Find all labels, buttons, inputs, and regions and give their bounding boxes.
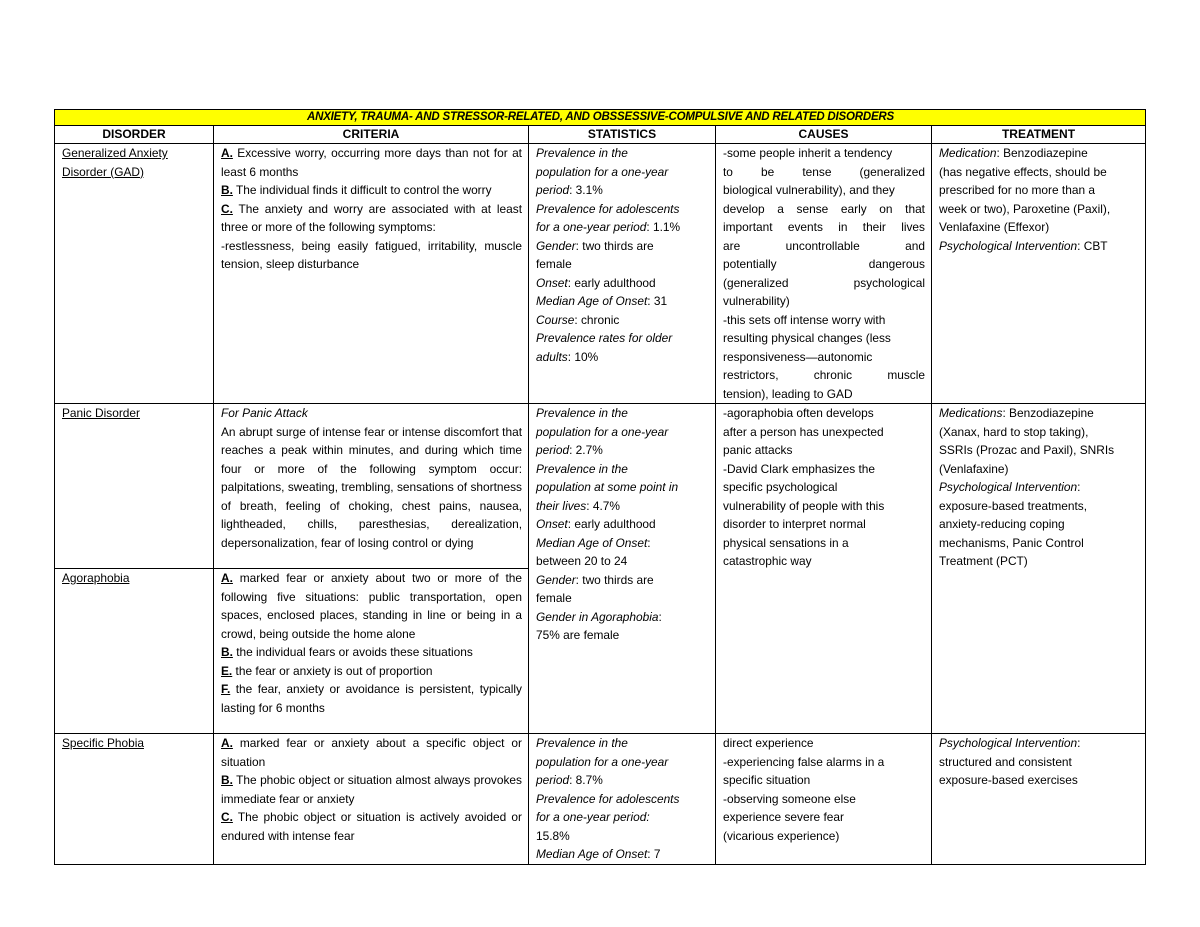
causes-cell <box>716 144 932 404</box>
text-line: anxiety-reducing coping <box>939 517 1065 531</box>
text-line: week or two), Paroxetine (Paxil), <box>939 201 1111 216</box>
text-line: : <box>647 535 651 550</box>
text-line: vulnerability) <box>723 294 790 308</box>
criterion-b <box>221 643 522 662</box>
text-line: female <box>536 591 572 605</box>
italic-text: Prevalence for adolescents <box>536 791 680 806</box>
text-line: B. <box>221 183 233 197</box>
italic-text: their lives <box>536 498 587 513</box>
criterion-b <box>221 771 522 808</box>
text-line: experience severe fear <box>723 810 844 824</box>
text-line: : 31 <box>647 294 668 308</box>
criterion-f <box>221 680 522 717</box>
text-line: the individual fears or avoids these situations <box>232 645 473 659</box>
text-line: A. <box>221 736 233 750</box>
italic-text: adults <box>536 349 568 364</box>
statistics-cell <box>529 734 716 865</box>
italic-text: population for a one-year <box>536 164 669 179</box>
text-line: -this sets off intense worry with <box>723 312 886 327</box>
text-line: (Venlafaxine) <box>939 461 1009 476</box>
text-line: A. <box>221 146 233 160</box>
text-line: The phobic object or situation almost always provokes immediate fear or anxiety <box>221 773 522 806</box>
text-line: : 10% <box>567 349 599 364</box>
criterion-b <box>221 181 522 200</box>
italic-text: Gender in Agoraphobia <box>536 609 659 624</box>
text-line: restrictors, chronic muscle <box>723 368 925 382</box>
italic-text: Gender <box>536 238 576 253</box>
criterion-label <box>221 773 233 787</box>
text-line: : <box>1077 480 1081 494</box>
text-line: to be tense (generalized <box>723 164 925 179</box>
criterion-a <box>221 569 522 643</box>
italic-text: Psychological Intervention <box>939 480 1078 494</box>
text-line: (vicarious experience) <box>723 828 840 843</box>
treatment-cell <box>932 734 1146 865</box>
italic-text: Medications <box>939 406 1003 420</box>
text-line: F. <box>221 682 231 696</box>
disorder-name: Specific Phobia <box>62 736 144 750</box>
text-line: exposure-based treatments, <box>939 498 1088 513</box>
italic-text: population for a one-year <box>536 424 669 439</box>
text-line: physical sensations in a <box>723 535 849 550</box>
text-line: resulting physical changes (less <box>723 331 891 345</box>
criterion-c <box>221 808 522 845</box>
text-line: B. <box>221 645 233 659</box>
text-line: SSRIs (Prozac and Paxil), SNRIs <box>939 443 1115 457</box>
criterion-label <box>221 183 233 197</box>
header-row <box>55 126 1146 144</box>
text-line: The individual finds it difficult to control the worry <box>232 183 492 197</box>
text-line: the fear, anxiety or avoidance is persistent, typically lasting for 6 months <box>221 682 522 715</box>
text-line: : 1.1% <box>646 220 681 234</box>
text-line: : <box>658 609 662 624</box>
italic-text: Psychological Intervention <box>939 736 1078 750</box>
text-line: biological vulnerability), and they <box>723 183 895 197</box>
text-line: marked fear or anxiety about two or more of the following five situations: public transportation, open spaces, enclosed places, standing in line or being in a crowd, being outside the home alone <box>221 571 522 641</box>
text-line: develop a sense early on that <box>723 201 925 216</box>
table-row-panic <box>55 404 1146 569</box>
text-line: : early adulthood <box>567 275 656 290</box>
text-line: 15.8% <box>536 828 570 843</box>
criterion-label <box>221 645 233 659</box>
text-line: (has negative effects, should be <box>939 164 1107 179</box>
text-line: : early adulthood <box>567 517 656 531</box>
disorder-name: Disorder (GAD) <box>62 164 144 179</box>
italic-text: for a one-year period: <box>536 810 650 824</box>
table-row-specific-phobia <box>55 734 1146 865</box>
statistics-cell <box>529 404 716 734</box>
text-line: panic attacks <box>723 443 793 457</box>
italic-text: for a one-year period <box>536 220 647 234</box>
symptom-list: -restlessness, being easily fatigued, irritability, muscle tension, sleep disturbance <box>221 238 522 271</box>
italic-text: Psychological Intervention <box>939 238 1078 253</box>
text-line: direct experience <box>723 736 814 750</box>
text-line: catastrophic way <box>723 554 812 568</box>
text-line: are uncontrollable and <box>723 238 925 253</box>
text-line: potentially dangerous <box>723 257 925 271</box>
text-line: : 2.7% <box>569 443 603 457</box>
italic-text: period <box>536 443 570 457</box>
treatment-cell <box>932 404 1146 734</box>
criterion-label <box>221 810 233 824</box>
text-line: -experiencing false alarms in a <box>723 754 885 769</box>
text-line: : CBT <box>1077 238 1108 253</box>
text-line: : Benzodiazepine <box>996 146 1088 160</box>
text-line: specific situation <box>723 773 811 787</box>
table-row-gad <box>55 144 1146 404</box>
criteria-text: An abrupt surge of intense fear or intense discomfort that reaches a peak within minutes, and during which time four or more of the following symptom occur: palpitations, sweating, trembling, sensations of shortness of breath, feeling of choking, chest pains, nausea, lightheaded, chills, paresthesias, derealization, depersonalization, fear of losing control or dying <box>221 424 522 550</box>
text-line: Excessive worry, occurring more days than not for at least 6 months <box>221 146 522 179</box>
statistics-cell <box>529 144 716 404</box>
criterion-e <box>221 662 522 681</box>
disorder-cell <box>55 734 214 865</box>
header-treatment: TREATMENT <box>932 126 1146 144</box>
text-line: : 7 <box>647 847 661 861</box>
text-line: marked fear or anxiety about a specific object or situation <box>221 736 522 769</box>
text-line: -observing someone else <box>723 791 856 806</box>
text-line: The phobic object or situation is actively avoided or endured with intense fear <box>221 810 522 843</box>
criterion-label <box>221 202 233 216</box>
italic-text: Median Age of Onset <box>536 535 648 550</box>
italic-text: Prevalence in the <box>536 461 628 476</box>
text-line: 75% are female <box>536 628 620 642</box>
criterion-label <box>221 682 230 696</box>
italic-text: Prevalence in the <box>536 736 628 750</box>
text-line: specific psychological <box>723 480 838 494</box>
italic-text: period <box>536 773 570 787</box>
disorder-name: Panic Disorder <box>62 406 140 420</box>
disorder-cell <box>55 404 214 569</box>
criteria-cell <box>214 144 529 404</box>
disorder-cell <box>55 569 214 734</box>
italic-text: Gender <box>536 572 576 587</box>
italic-text: Median Age of Onset <box>536 294 648 308</box>
italic-text: Prevalence for adolescents <box>536 201 680 216</box>
criteria-heading: For Panic Attack <box>221 406 308 420</box>
text-line: between 20 to 24 <box>536 554 628 568</box>
text-line: prescribed for no more than a <box>939 183 1095 197</box>
criterion-label <box>221 736 233 750</box>
criteria-cell <box>214 404 529 569</box>
italic-text: Medication <box>939 146 997 160</box>
criterion-a <box>221 734 522 771</box>
italic-text: Onset <box>536 275 568 290</box>
disorders-table <box>54 109 1146 865</box>
text-line: (generalized psychological <box>723 275 925 290</box>
text-line: tension), leading to GAD <box>723 386 853 401</box>
causes-cell <box>716 734 932 865</box>
text-line: B. <box>221 773 233 787</box>
text-line: after a person has unexpected <box>723 424 884 439</box>
text-line: : 8.7% <box>569 773 603 787</box>
text-line: : chronic <box>574 312 620 327</box>
text-line: : 3.1% <box>569 183 603 197</box>
text-line: responsiveness—autonomic <box>723 349 873 364</box>
header-causes: CAUSES <box>716 126 932 144</box>
header-statistics: STATISTICS <box>529 126 716 144</box>
text-line: : 4.7% <box>586 498 620 513</box>
italic-text: Onset <box>536 517 568 531</box>
text-line: The anxiety and worry are associated with at least three or more of the following symptoms: <box>221 201 522 234</box>
italic-text: Prevalence in the <box>536 146 628 160</box>
text-line: : <box>1077 736 1081 750</box>
criterion-label <box>221 664 232 678</box>
text-line: structured and consistent <box>939 754 1072 769</box>
italic-text: period <box>536 183 570 197</box>
criterion-label <box>221 146 233 160</box>
italic-text: Median Age of Onset <box>536 847 648 861</box>
text-line: -David Clark emphasizes the <box>723 461 875 476</box>
text-line: : Benzodiazepine <box>1002 406 1094 420</box>
criterion-c <box>221 200 522 237</box>
text-line: C. <box>221 201 233 216</box>
text-line: Venlafaxine (Effexor) <box>939 220 1050 234</box>
text-line: -some people inherit a tendency <box>723 146 893 160</box>
text-line: : two thirds are <box>575 238 654 253</box>
text-line: important events in their lives <box>723 220 925 234</box>
italic-text: Prevalence rates for older <box>536 331 673 345</box>
text-line: A. <box>221 571 233 585</box>
disorder-name: Generalized Anxiety <box>62 146 168 160</box>
italic-text: Prevalence in the <box>536 406 628 420</box>
disorder-cell <box>55 144 214 404</box>
text-line: E. <box>221 663 233 678</box>
text-line: : two thirds are <box>575 572 654 587</box>
criterion-a <box>221 144 522 181</box>
header-disorder: DISORDER <box>55 126 214 144</box>
criteria-cell <box>214 569 529 734</box>
title-row <box>55 110 1146 126</box>
text-line: (Xanax, hard to stop taking), <box>939 424 1089 439</box>
text-line: exposure-based exercises <box>939 773 1078 787</box>
table-title: ANXIETY, TRAUMA- AND STRESSOR-RELATED, AND OBSSESSIVE-COMPULSIVE AND RELATED DISORDERS <box>55 110 1146 126</box>
text-line: C. <box>221 810 233 824</box>
italic-text: population at some point in <box>536 480 679 494</box>
text-line: disorder to interpret normal <box>723 517 866 531</box>
text-line: the fear or anxiety is out of proportion <box>232 663 433 678</box>
italic-text: Course <box>536 312 575 327</box>
header-criteria: CRITERIA <box>214 126 529 144</box>
criterion-label <box>221 571 233 585</box>
disorder-name: Agoraphobia <box>62 571 130 585</box>
text-line: female <box>536 257 572 271</box>
causes-cell <box>716 404 932 734</box>
italic-text: population for a one-year <box>536 754 669 769</box>
text-line: Treatment (PCT) <box>939 554 1028 568</box>
text-line: mechanisms, Panic Control <box>939 535 1084 550</box>
text-line: -agoraphobia often develops <box>723 406 874 420</box>
treatment-cell <box>932 144 1146 404</box>
text-line: vulnerability of people with this <box>723 498 885 513</box>
criteria-cell <box>214 734 529 865</box>
